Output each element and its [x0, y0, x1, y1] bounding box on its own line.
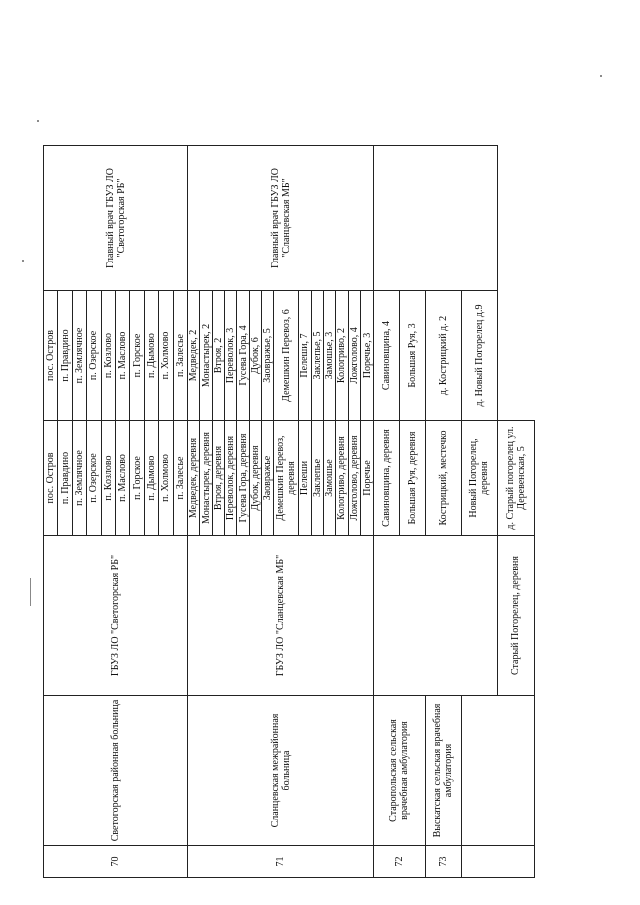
address-cell: Замошье, 3 [323, 291, 335, 421]
address-cell: Заовражье, 5 [262, 291, 274, 421]
address-cell: Втроя, 2 [212, 291, 224, 421]
address-cell: Монастырек, 2 [200, 291, 212, 421]
doctor-empty [374, 146, 497, 291]
facility-name: Светогорская районная больница [44, 696, 188, 846]
settlement-cell: Замошье [323, 421, 335, 536]
facility-name: Сланцевская межрайонная больница [188, 696, 374, 846]
address-cell: Кологриво, 2 [336, 291, 348, 421]
scan-mark [30, 578, 31, 606]
doctor-cell: Главный врач ГБУЗ ЛО "Светогорская РБ" [44, 146, 188, 291]
address-cell: п. Залесье [173, 291, 187, 421]
settlement-cell: Переволок, деревня [225, 421, 237, 536]
settlement-cell: п. Козлово [101, 421, 115, 536]
settlement-cell: Старый Погорелец, деревня [497, 536, 534, 696]
settlement-cell: Савиновщина, деревня [374, 421, 400, 536]
doctor-cell: Главный врач ГБУЗ ЛО "Сланцевская МБ" [188, 146, 374, 291]
row-number-empty [461, 846, 534, 878]
facility-name: Старопольская сельская врачебная амбулатория [374, 696, 425, 846]
organization: ГБУЗ ЛО "Светогорская РБ" [44, 536, 188, 696]
organization: ГБУЗ ЛО "Сланцевская МБ" [188, 536, 374, 696]
settlement-cell: Ложголово, деревня [348, 421, 360, 536]
settlement-cell: Большая Руя, деревня [399, 421, 425, 536]
settlement-cell: Заклепье [311, 421, 323, 536]
row-number: 72 [374, 846, 425, 878]
table-row [188, 146, 200, 878]
scan-speck [37, 120, 39, 122]
address-cell: Пелеши, 7 [299, 291, 311, 421]
settlement-cell: Дубок, деревня [249, 421, 261, 536]
table-row [44, 146, 58, 878]
address-cell: Заклепье, 5 [311, 291, 323, 421]
settlement-cell: Поречье [360, 421, 373, 536]
settlement-cell: Втроя, деревня [212, 421, 224, 536]
address-cell: п. Козлово [101, 291, 115, 421]
settlement-cell: Пелеши [299, 421, 311, 536]
row-number: 70 [44, 846, 188, 878]
row-number: 73 [425, 846, 461, 878]
settlement-cell: п. Озерское [87, 421, 101, 536]
address-cell: Гусева Гора, 4 [237, 291, 249, 421]
rotated-table-page [43, 146, 535, 878]
settlement-cell: п. Правдино [58, 421, 72, 536]
settlement-cell: Монастырек, деревня [200, 421, 212, 536]
address-cell: Дубок, 6 [249, 291, 261, 421]
address-cell: Ложголово, 4 [348, 291, 360, 421]
facilities-table [43, 145, 535, 878]
address-cell: п. Дымово [144, 291, 158, 421]
address-cell: д. Новый Погорелец д.9 [461, 291, 497, 421]
address-cell: д. Кострицкий д. 2 [425, 291, 461, 421]
scan-speck [22, 260, 24, 262]
address-cell: Большая Руя, 3 [399, 291, 425, 421]
address-cell: Демешкин Перевоз, 6 [274, 291, 299, 421]
settlement-cell: Демешкин Перевоз, деревня [274, 421, 299, 536]
settlement-cell: Новый Погорелец, деревня [461, 421, 497, 536]
address-cell: п. Горское [130, 291, 144, 421]
facility-name: Выскатская сельская врачебная амбулатория [425, 696, 461, 846]
settlement-cell: Заовражье [262, 421, 274, 536]
address-cell: Переволок, 3 [225, 291, 237, 421]
organization-empty [374, 536, 497, 696]
table-row [374, 146, 400, 878]
settlement-cell: п. Дымово [144, 421, 158, 536]
address-cell: п. Правдино [58, 291, 72, 421]
settlement-cell: Кострицкий, местечко [425, 421, 461, 536]
scan-speck [600, 75, 602, 77]
address-cell: п. Холмово [159, 291, 173, 421]
address-cell: Медведек, 2 [188, 291, 200, 421]
address-cell: д. Старый погорелец ул. Деревенская, 5 [497, 421, 534, 536]
facility-name-empty [461, 696, 534, 846]
settlement-cell: п. Маслово [116, 421, 130, 536]
address-cell: Савиновщина, 4 [374, 291, 400, 421]
settlement-cell: п. Землячное [72, 421, 86, 536]
settlement-cell: Гусева Гора, деревня [237, 421, 249, 536]
row-number: 71 [188, 846, 374, 878]
settlement-cell: п. Залесье [173, 421, 187, 536]
address-cell: пос. Остров [44, 291, 58, 421]
address-cell: п. Озерское [87, 291, 101, 421]
settlement-cell: Кологриво, деревня [336, 421, 348, 536]
settlement-cell: Медведек, деревня [188, 421, 200, 536]
address-cell: п. Землячное [72, 291, 86, 421]
settlement-cell: пос. Остров [44, 421, 58, 536]
address-cell: п. Маслово [116, 291, 130, 421]
address-cell: Поречье, 3 [360, 291, 373, 421]
settlement-cell: п. Горское [130, 421, 144, 536]
settlement-cell: п. Холмово [159, 421, 173, 536]
